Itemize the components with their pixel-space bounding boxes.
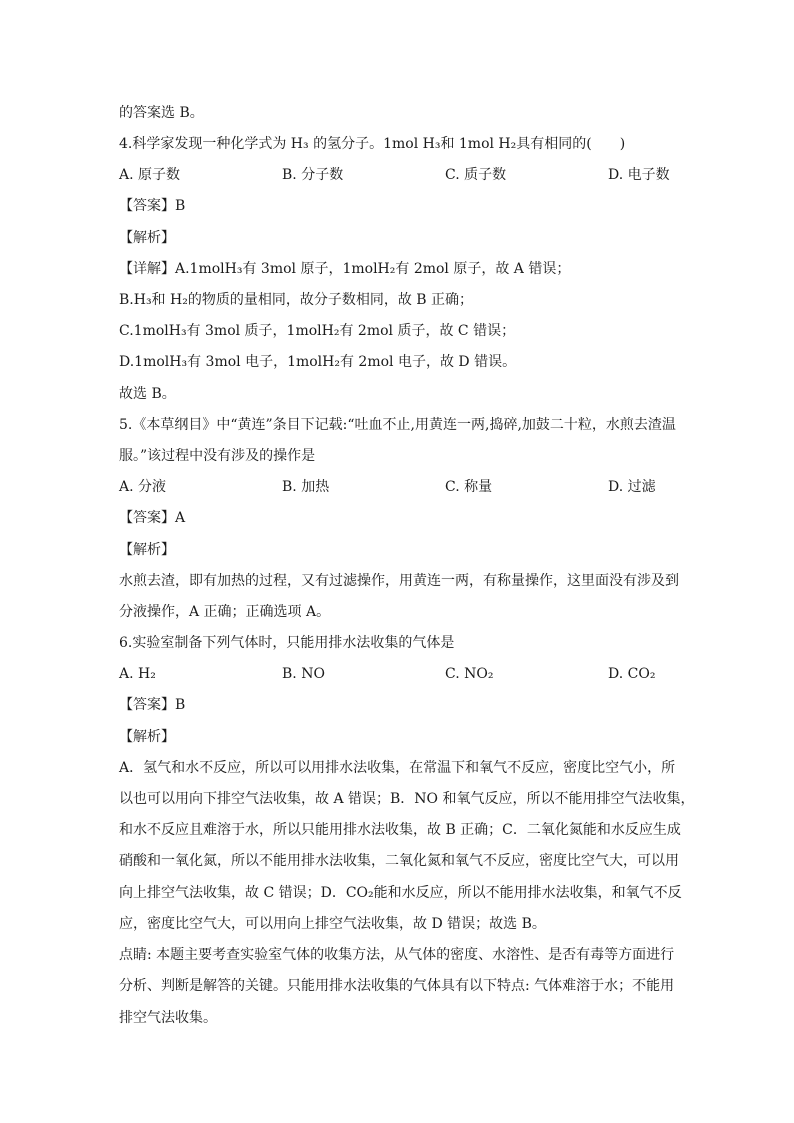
q5-explanation-line: 分液操作，A 正确；正确选项 A。 (119, 604, 331, 620)
q6-option-a: A. H₂ (119, 666, 156, 682)
question-5-stem: 5.《本草纲目》中“黄连”条目下记载:“吐血不止,用黄连一两,捣碎,加鼓二十粒，水煎去渣温 (119, 417, 676, 433)
q6-option-c: C. NO₂ (445, 666, 494, 682)
q5-option-d: D. 过滤 (608, 479, 656, 495)
q4-detail-line: D.1molH₃有 3mol 电子，1molH₂有 2mol 电子，故 D 错误。 (119, 354, 517, 370)
q4-analysis-label: 【解析】 (119, 230, 175, 246)
q6-analysis-label: 【解析】 (119, 729, 175, 745)
text-line: 的答案选 B。 (119, 105, 204, 121)
question-4-stem: 4.科学家发现一种化学式为 H₃ 的氢分子。1mol H₃和 1mol H₂具有相同的( ) (119, 136, 626, 152)
q4-answer: 【答案】B (119, 198, 186, 214)
q6-explanation-line: 应，密度比空气大，可以用向上排空气法收集，故 D 错误；故选 B。 (119, 916, 546, 932)
q6-explanation-line: A．氢气和水不反应，所以可以用排水法收集，在常温下和氧气不反应，密度比空气小，所 (119, 760, 676, 776)
q6-explanation-line: 和水不反应且难溶于水，所以只能用排水法收集，故 B 正确；C．二氧化氮能和水反应生成 (119, 822, 681, 838)
q6-explanation-line: 硝酸和一氧化氮，所以不能用排水法收集，二氧化氮和氧气不反应，密度比空气大，可以用 (119, 853, 679, 869)
q6-note-line: 点睛: 本题主要考查实验室气体的收集方法，从气体的密度、水溶性、是否有毒等方面进行 (119, 947, 675, 963)
q6-note-line: 分析、判断是解答的关键。只能用排水法收集的气体具有以下特点: 气体难溶于水；不能用 (119, 978, 675, 994)
q5-option-c: C. 称量 (445, 479, 493, 495)
q4-option-b: B. 分子数 (282, 167, 344, 183)
question-6-stem: 6.实验室制备下列气体时，只能用排水法收集的气体是 (119, 635, 455, 651)
q4-detail-line: B.H₃和 H₂的物质的量相同，故分子数相同，故 B 正确； (119, 292, 474, 308)
q5-analysis-label: 【解析】 (119, 542, 175, 558)
q6-explanation-line: 向上排空气法收集，故 C 错误；D．CO₂能和水反应，所以不能用排水法收集，和氧气不反 (119, 885, 682, 901)
q5-answer: 【答案】A (119, 510, 186, 526)
q4-detail-line: 【详解】A.1molH₃有 3mol 原子，1molH₂有 2mol 原子，故 A 错误； (119, 261, 571, 277)
q4-detail-line: C.1molH₃有 3mol 质子，1molH₂有 2mol 质子，故 C 错误； (119, 323, 516, 339)
q6-explanation-line: 以也可以用向下排空气法收集，故 A 错误；B．NO 和氧气反应，所以不能用排空气法收集， (119, 791, 695, 807)
q5-option-a: A. 分液 (119, 479, 167, 495)
q5-option-b: B. 加热 (282, 479, 330, 495)
question-5-stem: 服。”该过程中没有涉及的操作是 (119, 448, 316, 464)
q4-option-d: D. 电子数 (608, 167, 670, 183)
q4-conclusion: 故选 B。 (119, 386, 176, 402)
q4-option-c: C. 质子数 (445, 167, 507, 183)
q6-answer: 【答案】B (119, 697, 186, 713)
q6-option-d: D. CO₂ (608, 666, 656, 682)
q6-note-line: 排空气法收集。 (119, 1010, 217, 1026)
q5-explanation-line: 水煎去渣，即有加热的过程，又有过滤操作，用黄连一两，有称量操作，这里面没有涉及到 (119, 573, 679, 589)
q4-option-a: A. 原子数 (119, 167, 181, 183)
q6-option-b: B. NO (282, 666, 325, 682)
